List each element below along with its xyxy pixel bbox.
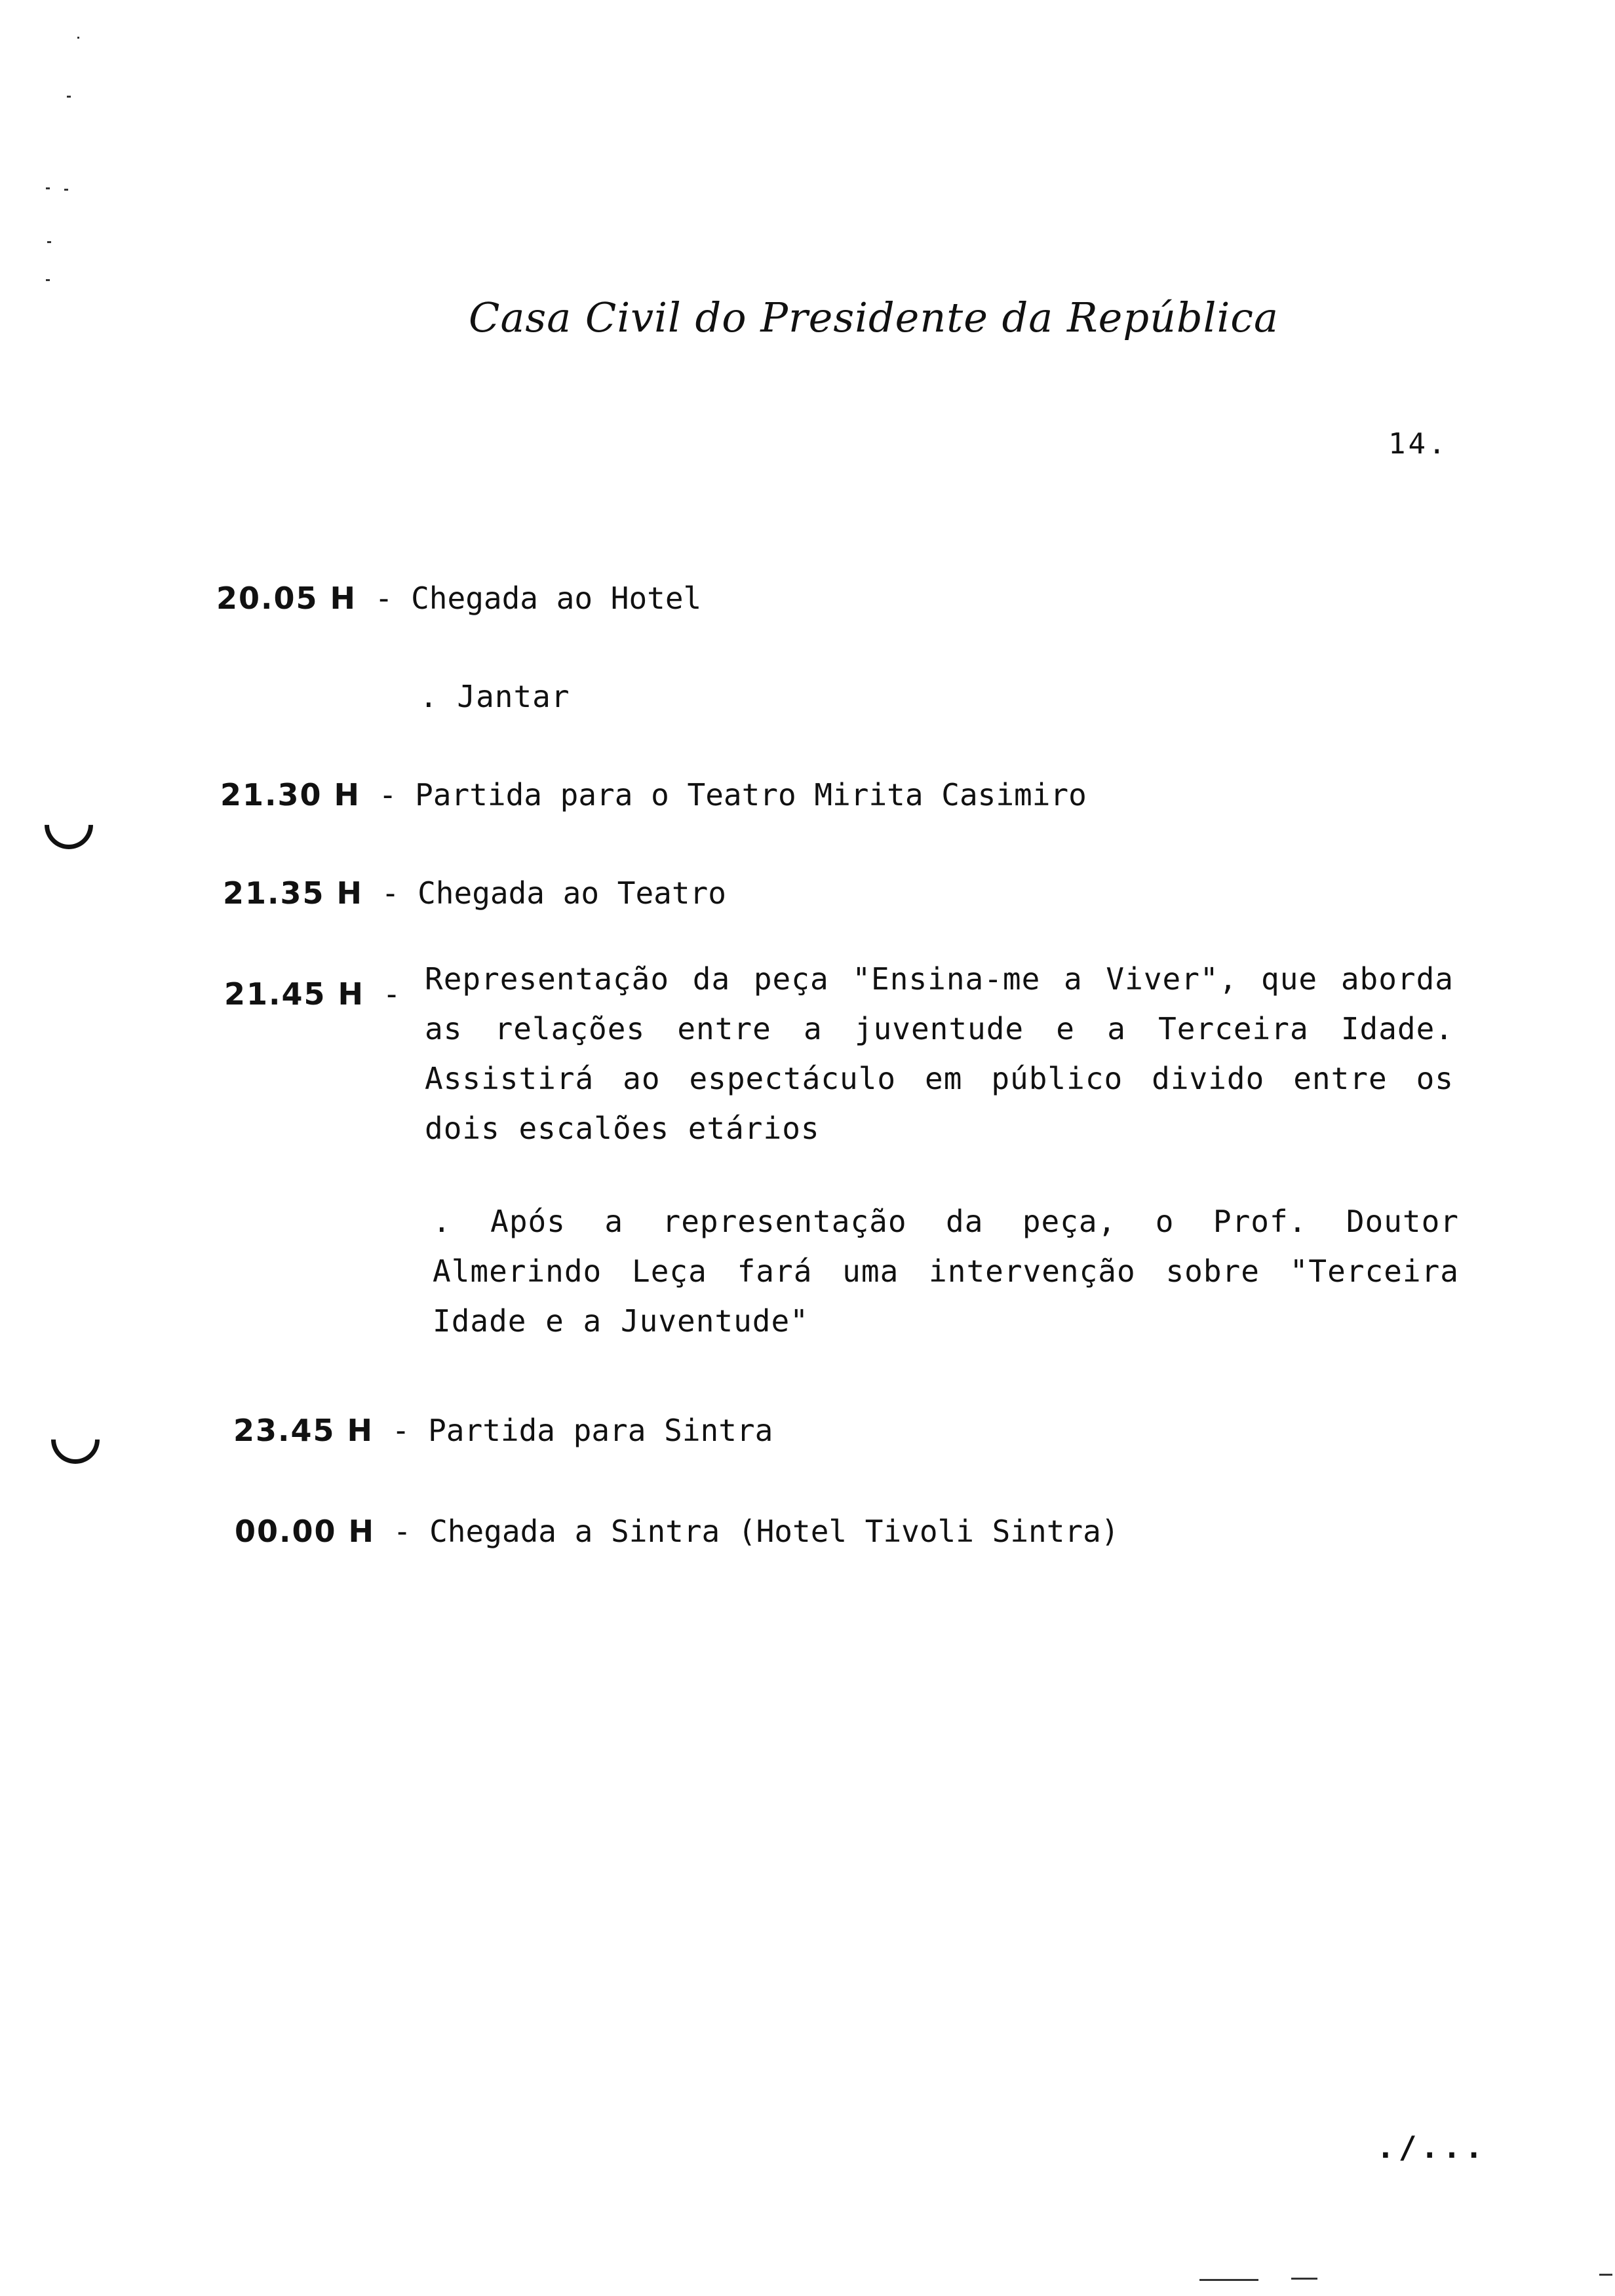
entry-text: Chegada a Sintra (Hotel Tivoli Sintra) [429,1514,1119,1549]
scan-speck [47,241,51,243]
entry-time: 20.05 H [216,581,357,616]
scan-speck [1291,2278,1317,2280]
scan-speck [77,37,79,39]
entry-time: 21.45 H [224,976,365,1012]
entry-time: 21.30 H [220,777,361,813]
entry-time: 00.00 H [235,1514,376,1549]
scan-speck [64,189,68,191]
entry-dash: - [382,976,401,1012]
entry-time: 21.35 H [223,875,364,911]
letterhead: Casa Civil do Presidente da República [469,294,1279,341]
schedule-entry [220,777,1087,813]
entry-text: Partida para o Teatro Mirita Casimiro [415,777,1087,813]
schedule-entry [224,976,400,1012]
entry-text: Representação da peça "Ensina-me a Viver", que aborda as relações entre a juventude e a Terceira Idade. Assistirá ao espectáculo em público divido entre os dois escalões etários [425,961,1454,1146]
scan-speck [46,279,50,281]
entry-text: Partida para Sintra [428,1413,773,1448]
scan-speck [1199,2279,1258,2281]
entry-dash: - [393,1514,430,1549]
schedule-entry [235,1514,1119,1549]
entry-dash: - [381,875,418,911]
schedule-entry [233,1413,773,1448]
schedule-subitem: . Após a representação da peça, o Prof. Doutor Almerindo Leça fará uma intervenção sobre "Terceira Idade e a Juventude" [433,1204,1459,1339]
entry-dash: - [378,777,416,813]
entry-dash: - [374,581,412,616]
entry-text: Chegada ao Hotel [411,581,702,616]
schedule-entry [223,875,726,911]
page-number: 14. [1388,427,1449,461]
schedule-entry [216,581,701,616]
scan-speck [1599,2274,1612,2276]
entry-time: 23.45 H [233,1413,374,1448]
scan-speck [46,187,50,189]
check-mark-icon [35,791,104,860]
entry-dash: - [391,1413,429,1448]
schedule-subitem: . Jantar [419,679,570,714]
entry-text: Chegada ao Teatro [418,875,726,911]
continuation-marker: ./... [1376,2130,1487,2165]
scan-speck [67,96,71,98]
check-mark-icon [41,1406,110,1474]
